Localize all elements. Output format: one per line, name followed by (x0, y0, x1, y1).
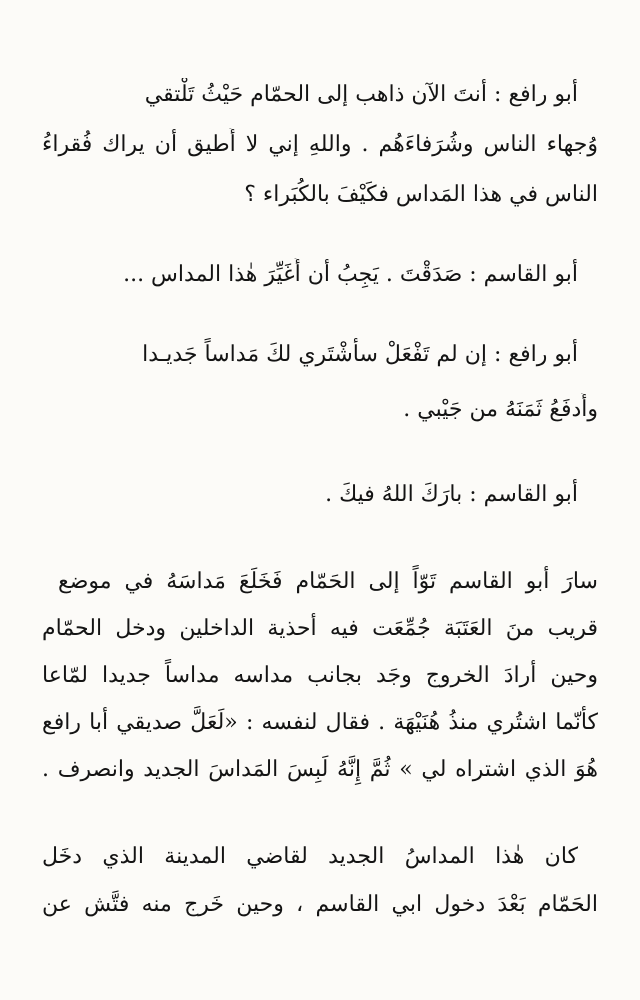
narrative-line: سارَ أبو القاسم تَوّاً إلى الحَمّام فَخَلَعَ مَداسَهُ في موضع (58, 569, 598, 594)
narrative-line: هُوَ الذي اشتراه لي » ثُمَّ إِنَّهُ لَبِسَ المَداسَ الجديد وانصرف . (42, 757, 598, 782)
narrative-line: كان هٰذا المداسُ الجديد لقاضي المدينة الذي دخَل (42, 844, 578, 869)
dialogue-line (42, 338, 578, 372)
speaker-separator: : (487, 342, 509, 367)
speaker-name: أبو رافع (508, 342, 578, 367)
dialogue-line (42, 258, 578, 292)
dialogue-line: الناس في هذا المَداس فكَيْفَ بالكُبَراء ؟ (244, 182, 598, 207)
narrative-line: كأنّما اشتُري منذُ هُنَيْهَة . فقال لنفسه : «لَعَلَّ صديقي أبا رافع (42, 710, 598, 735)
dialogue-line: وُجهاء الناس وشُرَفاءَهُم . واللهِ إني لا أُطيق أن يراك فُقراءُ (42, 132, 598, 157)
speaker-name: أبو القاسم (483, 482, 578, 507)
speaker-name: أبو القاسم (483, 262, 578, 287)
dialogue-text: أنتَ الآن ذاهب إلى الحمّام حَيْثُ تَلْتقي (144, 82, 488, 107)
dialogue-line: وأَدفَعُ ثَمَنَهُ من جَيْبي . (403, 397, 598, 422)
narrative-line: وحين أرادَ الخروج وجَد بجانب مداسه مداساً جديدا لمّاعا (42, 663, 598, 688)
speaker-separator: : (462, 262, 484, 287)
narrative-line: قريب منَ العَتَبَة جُمِّعَت فيه أحذية الداخلين ودخل الحمّام (42, 616, 598, 641)
dialogue-text: صَدَقْتَ . يَجِبُ أن أُغَيِّرَ هٰذا المداس ... (123, 262, 463, 287)
dialogue-line (42, 78, 578, 112)
speaker-separator: : (462, 482, 484, 507)
narrative-line: الحَمّام بَعْدَ دخول ابي القاسم ، وحين خَرج منه فتَّش عن (42, 892, 598, 917)
dialogue-text: إن لم تَفْعَلْ سأَشْتَري لكَ مَداساً جَديـدا (142, 342, 488, 367)
speaker-name: أبو رافع (508, 82, 578, 107)
dialogue-text: بارَكَ اللهُ فيكَ . (325, 482, 463, 507)
speaker-separator: : (487, 82, 509, 107)
dialogue-line (42, 478, 578, 512)
